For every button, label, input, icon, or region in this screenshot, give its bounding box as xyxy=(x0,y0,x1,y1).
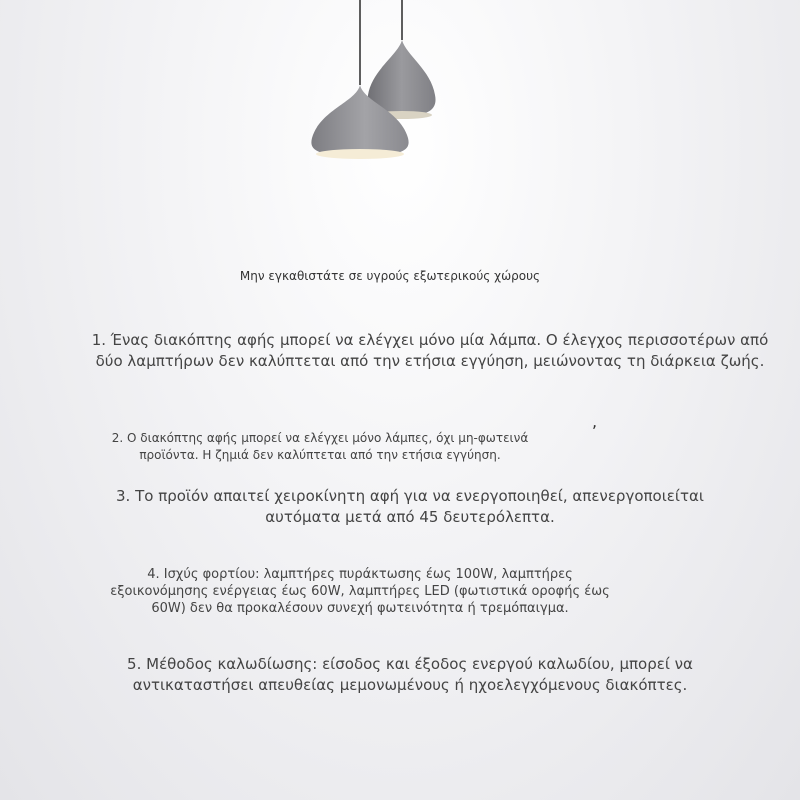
note-item: 1. Ένας διακόπτης αφής μπορεί να ελέγχει μόνο μία λάμπα. Ο έλεγχος περισσοτέρων από δύο λαμπτήρων δεν καλύπτεται από την ετήσια εγγύηση, μειώνοντας τη διάρκεια ζωής. xyxy=(91,331,769,370)
pendant-lamps-illustration xyxy=(0,0,800,220)
stray-mark: , xyxy=(592,412,598,431)
note-item: 4. Ισχύς φορτίου: λαμπτήρες πυράκτωσης έως 100W, λαμπτήρες εξοικονόμησης ενέργειας έως 60W, λαμπτήρες LED (φωτιστικά οροφής έως 60W) δεν θα προκαλέσουν συνεχή φωτεινότητα ή τρεμόπαιγμα. xyxy=(110,567,610,616)
note-item: 3. Το προϊόν απαιτεί χειροκίνητη αφή για να ενεργοποιηθεί, απενεργοποιείται αυτόματα μετά από 45 δευτερόλεπτα. xyxy=(116,487,704,526)
outdoor-warning: Μην εγκαθιστάτε σε υγρούς εξωτερικούς χώρους xyxy=(239,269,541,283)
note-item: 5. Μέθοδος καλωδίωσης: είσοδος και έξοδος ενεργού καλωδίου, μπορεί να αντικαταστήσει απευθείας μεμονωμένους ή ηχοελεγχόμενους διακόπτες. xyxy=(127,655,693,694)
note-item: 2. Ο διακόπτης αφής μπορεί να ελέγχει μόνο λάμπες, όχι μη-φωτεινά προϊόντα. Η ζημιά δεν καλύπτεται από την ετήσια εγγύηση. xyxy=(111,431,529,462)
lamp-opening xyxy=(316,149,404,159)
